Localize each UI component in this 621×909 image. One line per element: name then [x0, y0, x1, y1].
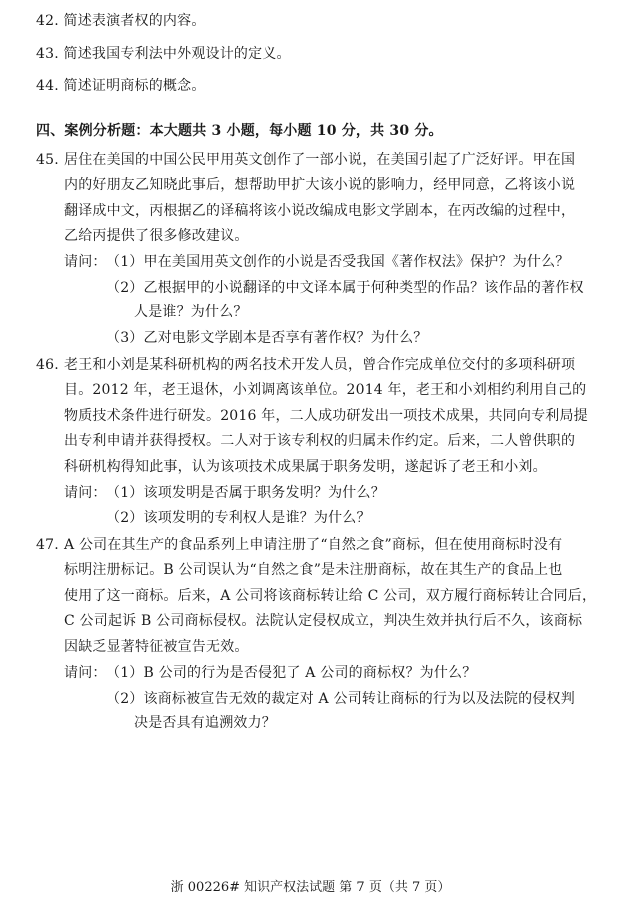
question-number: 42.: [36, 13, 59, 29]
q47-sub-question-cont: 决是否具有追溯效力？: [134, 715, 276, 731]
q46-sub-question: （1）该项发明是否属于职务发明？为什么？: [106, 485, 385, 501]
q47-sub-question: （1）B 公司的行为是否侵犯了 A 公司的商标权？为什么？: [106, 665, 477, 681]
question-44: [36, 76, 206, 96]
q46-case-line: 出专利申请并获得授权。二人对于该专利权的归属未作约定。后来，二人曾供职的: [64, 433, 576, 449]
q46-case-line: 老王和小刘是某科研机构的两名技术开发人员，曾合作完成单位交付的多项科研项: [64, 357, 576, 373]
question-number: 44.: [36, 78, 59, 94]
q45-number: 45.: [36, 152, 59, 168]
section-heading: 四、案例分析题：本大题共 3 小题，每小题 10 分，共 30 分。: [36, 123, 443, 139]
q47-ask-label: 请问：: [64, 665, 107, 681]
question-text: 简述表演者权的内容。: [63, 13, 206, 29]
question-text: 简述证明商标的概念。: [63, 78, 206, 94]
q46-ask-label: 请问：: [64, 485, 107, 501]
question-43: [36, 44, 291, 64]
q46-case-line: 科研机构得知此事，认为该项技术成果属于职务发明，遂起诉了老王和小刘。: [64, 459, 547, 475]
q45-sub-question: （1）甲在美国用英文创作的小说是否受我国《著作权法》保护？为什么？: [106, 254, 570, 270]
q46-sub-question: （2）该项发明的专利权人是谁？为什么？: [106, 510, 371, 526]
q45-sub-question: （3）乙对电影文学剧本是否享有著作权？为什么？: [106, 330, 428, 346]
q46-case-line: 目。2012 年，老王退休，小刘调离该单位。2014 年，老王和小刘相约利用自己的: [64, 382, 587, 398]
question-42: [36, 11, 206, 31]
q45-case-line: 翻译成中文，丙根据乙的译稿将该小说改编成电影文学剧本，在丙改编的过程中，: [64, 203, 576, 219]
q46-number: 46.: [36, 357, 59, 373]
question-text: 简述我国专利法中外观设计的定义。: [63, 46, 291, 62]
q47-case-line: C 公司起诉 B 公司商标侵权。法院认定侵权成立，判决生效并执行后不久，该商标: [64, 613, 583, 629]
q46-case-line: 物质技术条件进行研发。2016 年，二人成功研发出一项技术成果，共同向专利局提: [64, 408, 588, 424]
q45-ask-label: 请问：: [64, 254, 107, 270]
q45-case-line: 乙给丙提供了很多修改建议。: [64, 228, 249, 244]
page-footer: 浙 00226# 知识产权法试题 第 7 页（共 7 页）: [170, 880, 451, 895]
q47-case-line: A 公司在其生产的食品系列上申请注册了“自然之食”商标，但在使用商标时没有: [64, 537, 563, 553]
q47-case-line: 标明注册标记。B 公司误认为“自然之食”是未注册商标，故在其生产的食品上也: [64, 562, 563, 578]
q45-sub-question-cont: 人是谁？为什么？: [134, 304, 248, 320]
q47-sub-question: （2）该商标被宣告无效的裁定对 A 公司转让商标的行为以及法院的侵权判: [106, 691, 575, 707]
q45-case-line: 居住在美国的中国公民甲用英文创作了一部小说，在美国引起了广泛好评。甲在国: [64, 152, 576, 168]
q45-sub-question: （2）乙根据甲的小说翻译的中文译本属于何种类型的作品？该作品的著作权: [106, 280, 584, 296]
q47-case-line: 使用了这一商标。后来，A 公司将该商标转让给 C 公司，双方履行商标转让合同后，: [64, 588, 597, 604]
q45-case-line: 内的好朋友乙知晓此事后，想帮助甲扩大该小说的影响力，经甲同意，乙将该小说: [64, 177, 576, 193]
question-number: 43.: [36, 46, 59, 62]
q47-case-line: 因缺乏显著特征被宣告无效。: [64, 639, 249, 655]
q47-number: 47.: [36, 537, 59, 553]
